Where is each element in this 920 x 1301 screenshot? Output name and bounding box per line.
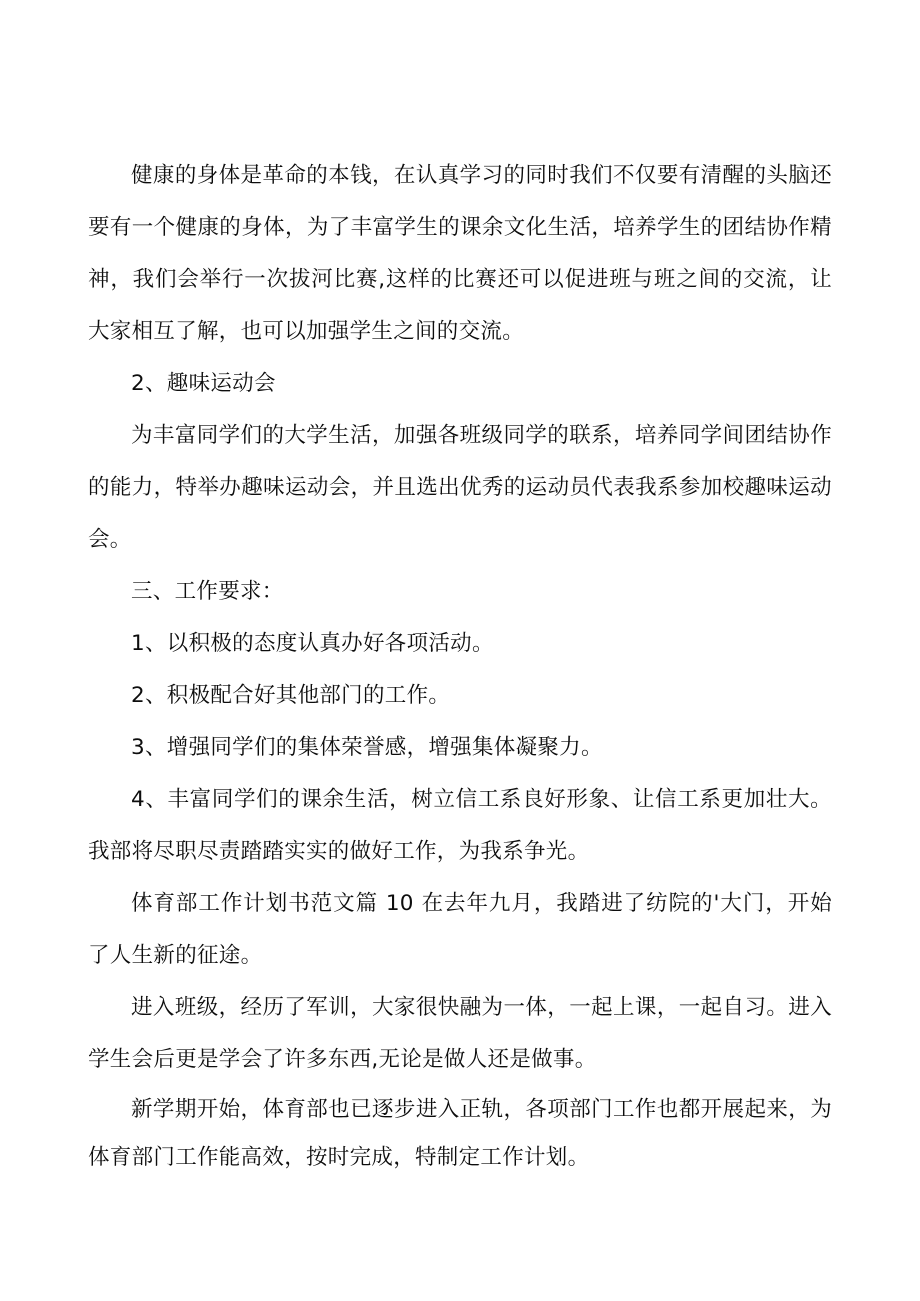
- paragraph-9: 体育部工作计划书范文篇 10 在去年九月，我踏进了纺院的'大门，开始了人生新的征途。: [88, 891, 832, 968]
- paragraph-2: 2、趣味运动会: [131, 371, 276, 396]
- paragraph-11: 新学期开始，体育部也已逐步进入正轨，各项部门工作也都开展起来，为体育部门工作能高效，按时完成，特制定工作计划。: [88, 1097, 832, 1170]
- paragraph-10: 进入班级，经历了军训，大家很快融为一体，一起上课，一起自习。进入学生会后更是学会了许多东西,无论是做人还是做事。: [88, 995, 832, 1072]
- paragraph-7: 3、增强同学们的集体荣誉感，增强集体凝聚力。: [131, 735, 603, 760]
- paragraph-8: 4、丰富同学们的课余生活，树立信工系良好形象、让信工系更加壮大。我部将尽职尽责踏踏实实的做好工作，为我系争光。: [88, 787, 832, 864]
- paragraph-5: 1、以积极的态度认真办好各项活动。: [131, 631, 494, 656]
- paragraph-6: 2、积极配合好其他部门的工作。: [131, 683, 451, 708]
- paragraph-4: 三、工作要求：: [131, 579, 284, 604]
- document-body: [88, 150, 832, 1182]
- paragraph-1: 健康的身体是革命的本钱，在认真学习的同时我们不仅要有清醒的头脑还要有一个健康的身体，为了丰富学生的课余文化生活，培养学生的团结协作精神，我们会举行一次拔河比赛,这样的比赛还可以促进班与班之间的交流，让大家相互了解，也可以加强学生之间的交流。: [88, 163, 832, 344]
- paragraph-3: 为丰富同学们的大学生活，加强各班级同学的联系，培养同学间团结协作的能力，特举办趣味运动会，并且选出优秀的运动员代表我系参加校趣味运动会。: [88, 423, 832, 552]
